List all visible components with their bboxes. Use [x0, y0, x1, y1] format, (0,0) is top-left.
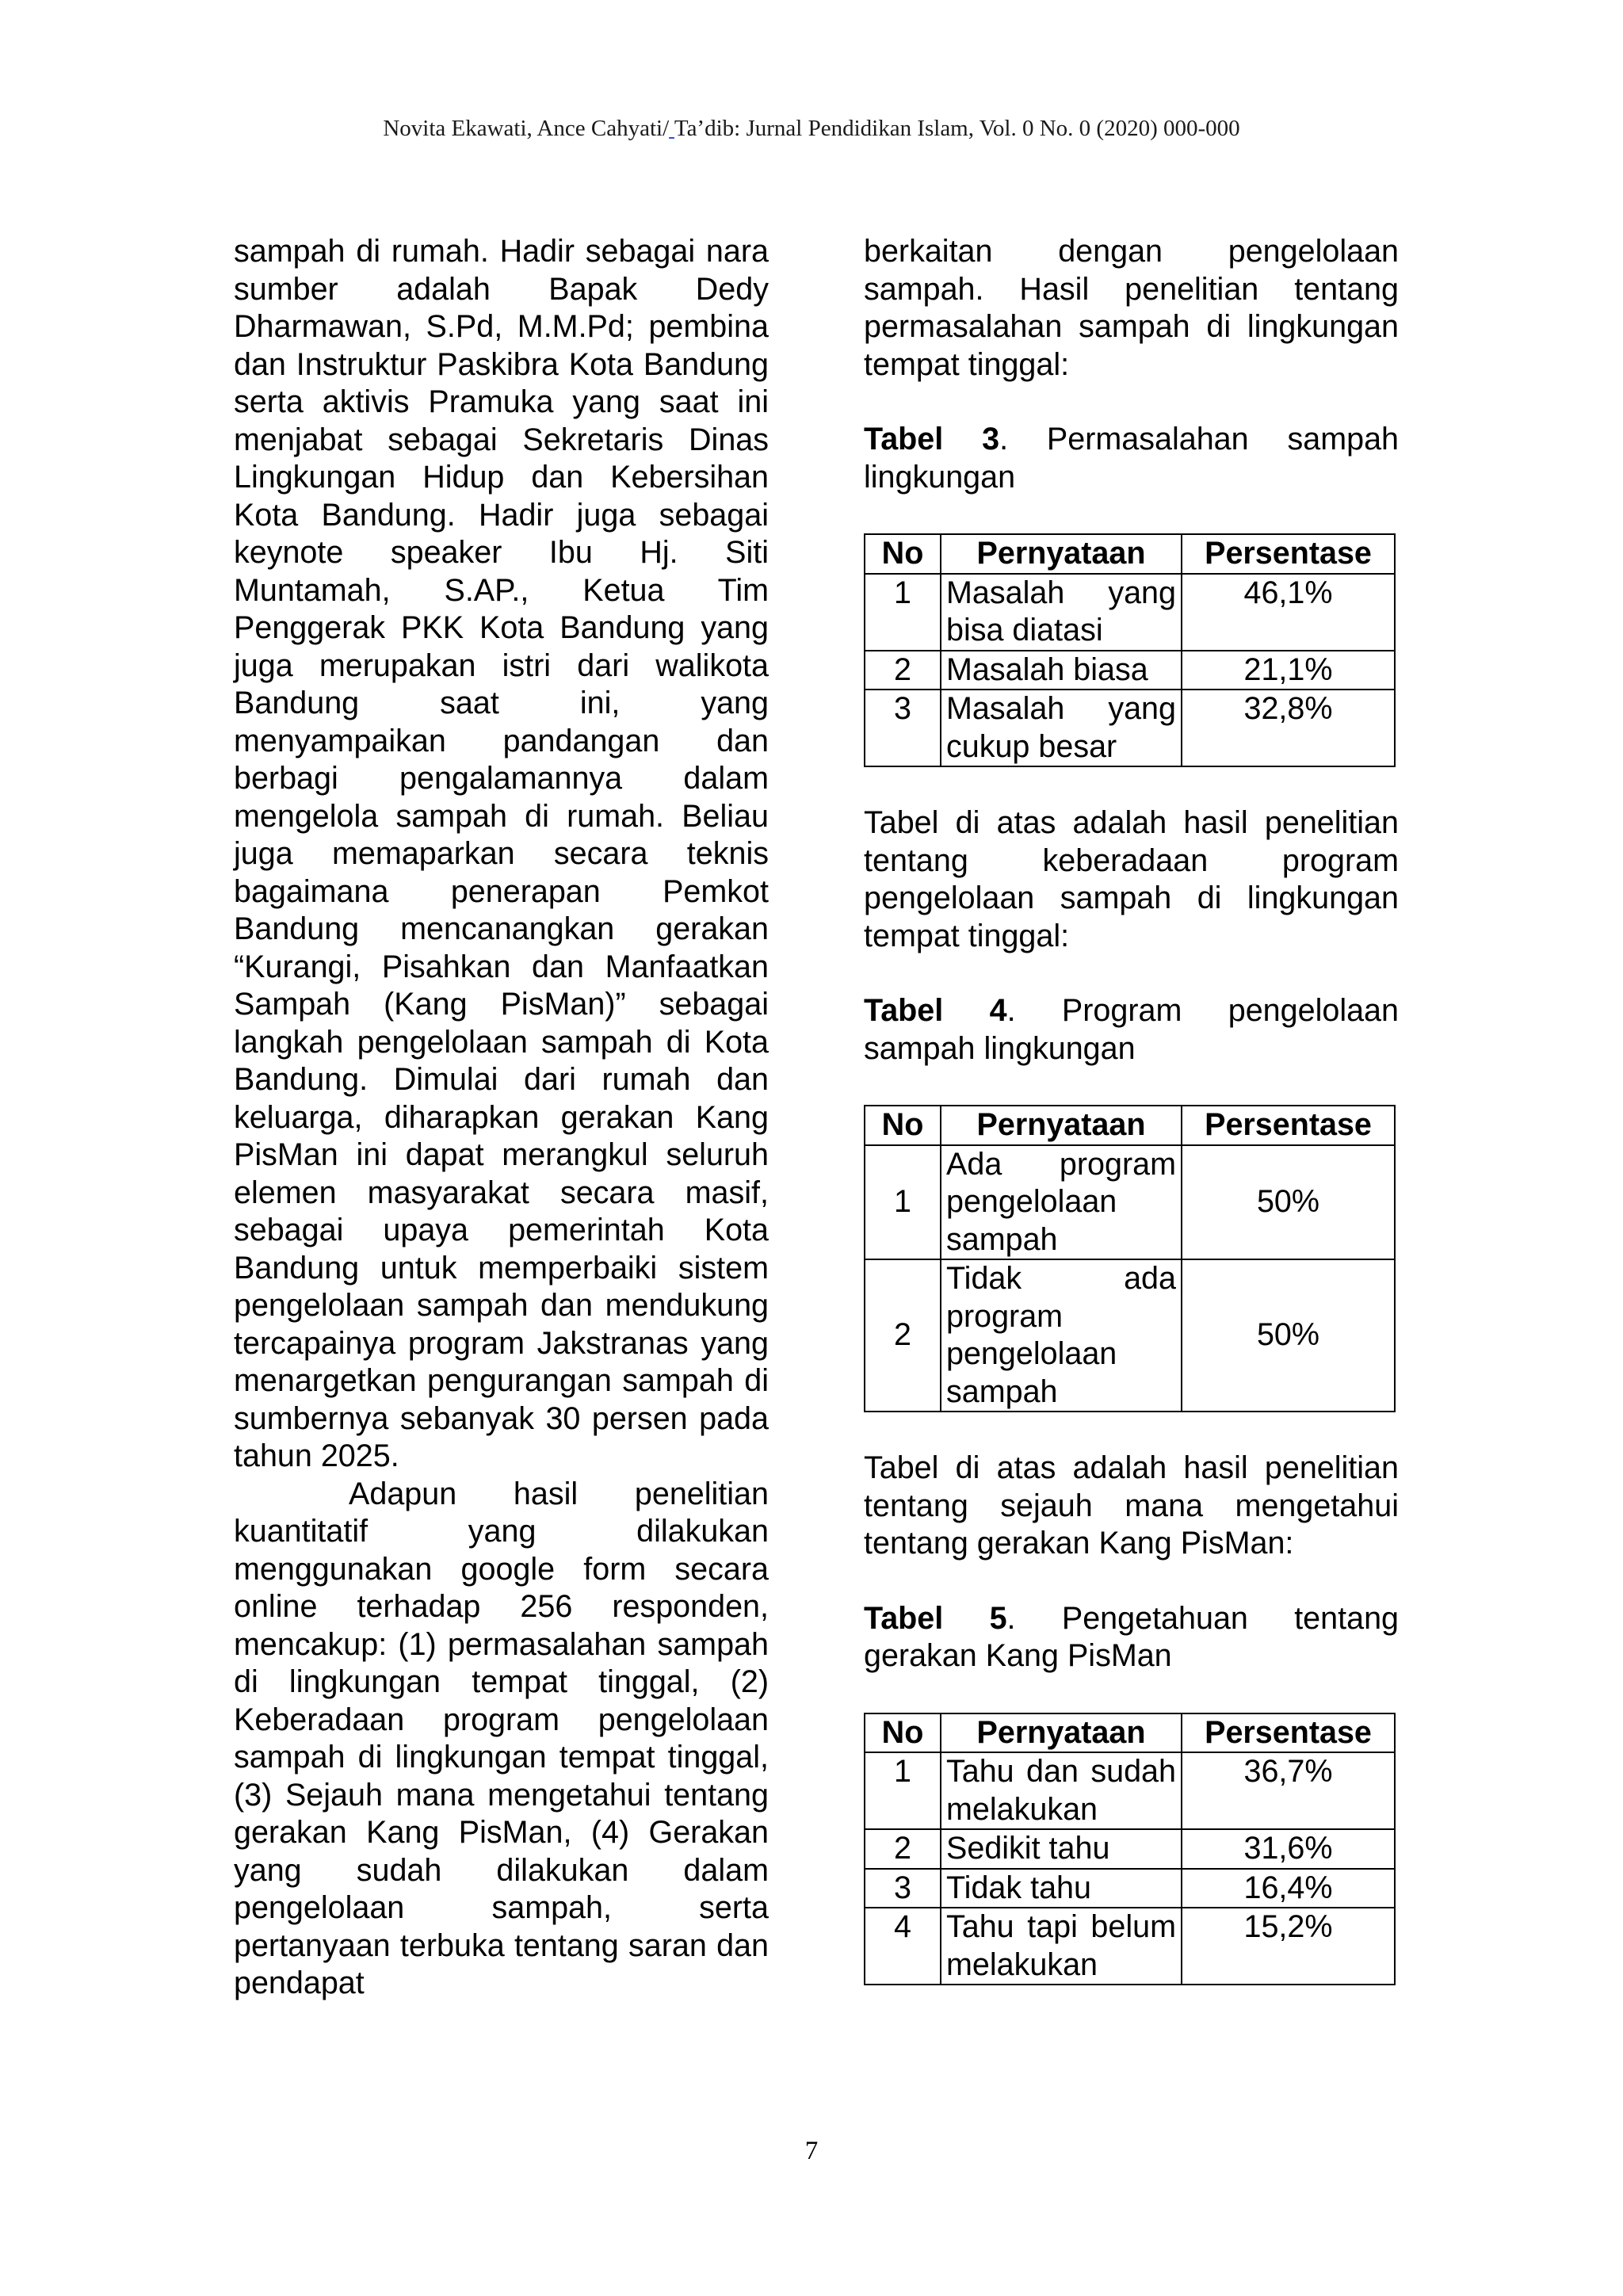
table-header-row — [865, 1713, 1395, 1753]
cell-percentage: 15,2% — [1182, 1908, 1395, 1985]
cell-percentage: 50% — [1182, 1145, 1395, 1260]
left-column — [234, 233, 769, 2003]
cell-no: 2 — [865, 1829, 941, 1869]
cell-statement: Tahu tapi belum melakukan — [941, 1908, 1182, 1985]
running-header — [0, 116, 1623, 142]
cell-percentage: 16,4% — [1182, 1869, 1395, 1908]
table-3 — [864, 533, 1396, 767]
table-4 — [864, 1105, 1396, 1412]
cell-no: 1 — [865, 574, 941, 651]
cell-percentage: 31,6% — [1182, 1829, 1395, 1869]
table-row — [865, 651, 1395, 690]
table-row — [865, 1752, 1395, 1829]
cell-statement: Masalah yang bisa diatasi — [941, 574, 1182, 651]
cell-no: 2 — [865, 651, 941, 690]
header-persentase: Persentase — [1182, 534, 1395, 574]
cell-no: 1 — [865, 1752, 941, 1829]
header-no: No — [865, 1713, 941, 1753]
table4-caption — [864, 992, 1399, 1068]
table-row — [865, 690, 1395, 766]
cell-statement: Masalah biasa — [941, 651, 1182, 690]
cell-no: 3 — [865, 1869, 941, 1908]
right-column — [864, 233, 1399, 1985]
table-row — [865, 1908, 1395, 1985]
header-underline — [669, 116, 674, 141]
header-journal: Ta’dib: Jurnal Pendidikan Islam, Vol. 0 No. 0 (2020) 000-000 — [674, 116, 1240, 141]
body-paragraph-2: Adapun hasil penelitian kuantitatif yang dilakukan menggunakan google form secara online terhadap 256 responden, mencakup: (1) permasalahan sampah di lingkungan tempat tinggal, (2) Keberadaan program pengelolaan sampah di lingkungan tempat tinggal, (3) Sejauh mana mengetahui tentang gerakan Kang PisMan, (4) Gerakan yang sudah dilakukan dalam pengelolaan sampah, serta pertanyaan terbuka tentang saran dan pendapat — [234, 1476, 769, 2000]
cell-statement: Sedikit tahu — [941, 1829, 1182, 1869]
cell-percentage: 36,7% — [1182, 1752, 1395, 1829]
table4-label: Tabel 4 — [864, 993, 1007, 1028]
cell-statement: Tidak ada program pengelolaan sampah — [941, 1259, 1182, 1412]
cell-percentage: 50% — [1182, 1259, 1395, 1412]
table5-caption-text: . Pengetahuan tentang gerakan Kang PisMan — [864, 1600, 1399, 1673]
intro-paragraph: berkaitan dengan pengelolaan sampah. Hasil penelitian tentang permasalahan sampah di lingkungan tempat tinggal: — [864, 234, 1399, 382]
table4-caption-text: . Program pengelolaan sampah lingkungan — [864, 993, 1399, 1066]
cell-statement: Masalah yang cukup besar — [941, 690, 1182, 766]
cell-statement: Tahu dan sudah melakukan — [941, 1752, 1182, 1829]
table-header-row — [865, 534, 1395, 574]
cell-statement: Ada program pengelolaan sampah — [941, 1145, 1182, 1260]
header-persentase: Persentase — [1182, 1106, 1395, 1145]
header-no: No — [865, 1106, 941, 1145]
table-row — [865, 574, 1395, 651]
table-row — [865, 1259, 1395, 1412]
table-row — [865, 1829, 1395, 1869]
table-row — [865, 1869, 1395, 1908]
table3-caption-text: . Permasalahan sampah lingkungan — [864, 422, 1400, 495]
table-5 — [864, 1713, 1396, 1986]
header-pernyataan: Pernyataan — [941, 534, 1182, 574]
header-pernyataan: Pernyataan — [941, 1106, 1182, 1145]
cell-no: 1 — [865, 1145, 941, 1260]
cell-no: 4 — [865, 1908, 941, 1985]
table5-caption — [864, 1600, 1399, 1675]
cell-percentage: 32,8% — [1182, 690, 1395, 766]
after-table3-paragraph: Tabel di atas adalah hasil penelitian tentang keberadaan program pengelolaan sampah di lingkungan tempat tinggal: — [864, 805, 1399, 953]
cell-no: 2 — [865, 1259, 941, 1412]
after-table4-paragraph: Tabel di atas adalah hasil penelitian tentang sejauh mana mengetahui tentang gerakan Kang PisMan: — [864, 1450, 1399, 1561]
table-row — [865, 1145, 1395, 1260]
page-number: 7 — [804, 2137, 819, 2165]
cell-percentage: 46,1% — [1182, 574, 1395, 651]
table3-caption — [864, 421, 1399, 496]
table3-label: Tabel 3 — [864, 422, 1000, 457]
table-header-row — [865, 1106, 1395, 1145]
cell-statement: Tidak tahu — [941, 1869, 1182, 1908]
header-authors: Novita Ekawati, Ance Cahyati/ — [383, 116, 670, 141]
body-paragraph-1: sampah di rumah. Hadir sebagai nara sumber adalah Bapak Dedy Dharmawan, S.Pd, M.M.Pd; pembina dan Instruktur Paskibra Kota Bandung serta aktivis Pramuka yang saat ini menjabat sebagai Sekretaris Dinas Lingkungan Hidup dan Kebersihan Kota Bandung. Hadir juga sebagai keynote speaker Ibu Hj. Siti Muntamah, S.AP., Ketua Tim Penggerak PKK Kota Bandung yang juga merupakan istri dari walikota Bandung saat ini, yang menyampaikan pandangan dan berbagi pengalamannya dalam mengelola sampah di rumah. Beliau juga memaparkan secara teknis bagaimana penerapan Pemkot Bandung mencanangkan gerakan “Kurangi, Pisahkan dan Manfaatkan Sampah (Kang PisMan)” sebagai langkah pengelolaan sampah di Kota Bandung. Dimulai dari rumah dan keluarga, diharapkan gerakan Kang PisMan ini dapat merangkul seluruh elemen masyarakat secara masif, sebagai upaya pemerintah Kota Bandung untuk memperbaiki sistem pengelolaan sampah dan mendukung tercapainya program Jakstranas yang menargetkan pengurangan sampah di sumbernya sebanyak 30 persen pada tahun 2025. — [234, 234, 769, 1473]
cell-percentage: 21,1% — [1182, 651, 1395, 690]
header-persentase: Persentase — [1182, 1713, 1395, 1753]
table5-label: Tabel 5 — [864, 1600, 1007, 1636]
header-no: No — [865, 534, 941, 574]
cell-no: 3 — [865, 690, 941, 766]
header-pernyataan: Pernyataan — [941, 1713, 1182, 1753]
